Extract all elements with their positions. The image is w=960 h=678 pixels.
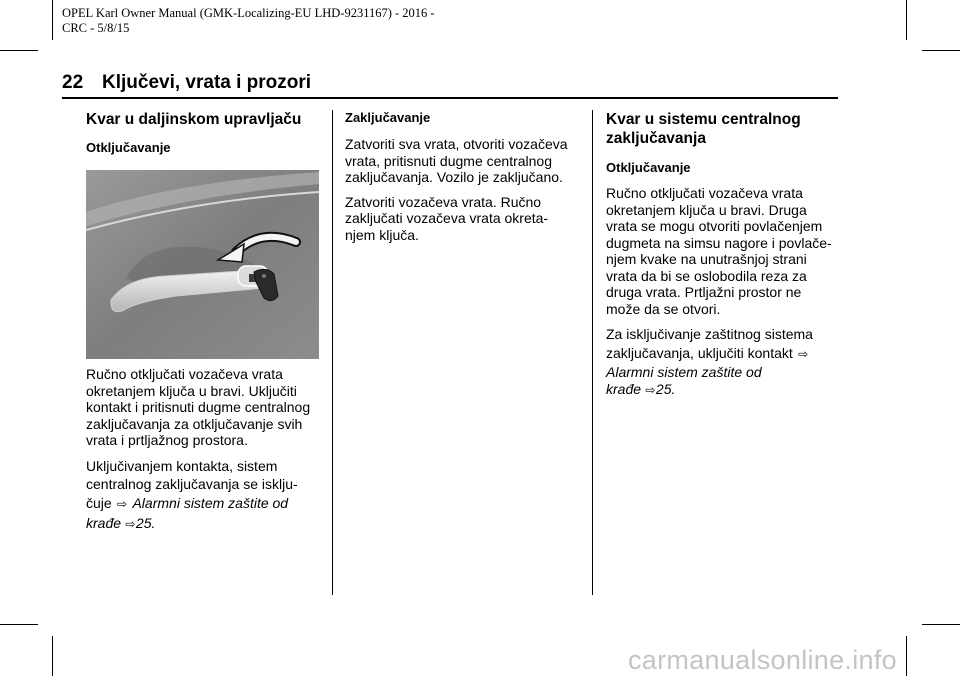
paragraph bbox=[86, 366, 322, 449]
text-line bbox=[606, 344, 846, 364]
page-reference-arrow-icon: ⇨ bbox=[645, 383, 656, 397]
crop-mark bbox=[906, 636, 907, 676]
text-line: centralnog zaključavanja se isklju- bbox=[86, 475, 298, 492]
heading-line: zaključavanja bbox=[606, 130, 706, 147]
document-header-line: CRC - 5/8/15 bbox=[62, 21, 130, 35]
text-line bbox=[606, 381, 846, 399]
document-header bbox=[62, 6, 435, 36]
cross-reference-link[interactable]: Alarmni sistem zaštite od bbox=[606, 364, 762, 380]
page-reference-arrow-icon: ⇨ bbox=[117, 496, 128, 511]
text-line: vrata se mogu otvoriti povlačenjem bbox=[606, 218, 823, 234]
text-line: Za isključivanje zaštitnog sistema bbox=[606, 326, 813, 342]
crop-mark bbox=[0, 624, 38, 625]
section-heading: Kvar u daljinskom upravljaču bbox=[86, 111, 302, 128]
text-line: vrata da bi se oslobodila reza za bbox=[606, 267, 807, 284]
chapter-title: Ključevi, vrata i prozori bbox=[102, 72, 312, 93]
crop-mark bbox=[922, 624, 960, 625]
text-line: može da se otvori. bbox=[606, 300, 721, 317]
page-reference-number[interactable]: 25. bbox=[135, 514, 156, 531]
paragraph bbox=[606, 325, 846, 399]
cross-reference-link[interactable]: krađe bbox=[86, 514, 122, 531]
paragraph bbox=[606, 185, 846, 317]
crop-mark bbox=[52, 636, 53, 676]
title-rule bbox=[62, 97, 838, 99]
text-line: druga vrata. Prtljažni prostor ne bbox=[606, 284, 802, 300]
text-line: zaključati vozačeva vrata okreta- bbox=[345, 210, 549, 226]
crop-mark bbox=[0, 50, 38, 51]
text-line bbox=[86, 514, 322, 533]
page-number: 22 bbox=[62, 72, 84, 93]
cross-reference-link[interactable]: Alarmni sistem zaštite od bbox=[132, 494, 289, 511]
subsection-heading: Otključavanje bbox=[606, 160, 691, 175]
text-line: Ručno otključati vozačeva vrata bbox=[606, 185, 803, 201]
text-line: okretanjem ključa u bravi. Uključiti bbox=[86, 382, 297, 399]
subsection-heading: Otključavanje bbox=[86, 140, 171, 155]
section-heading bbox=[606, 110, 846, 148]
text-fragment: zaključavanja, uključiti kontakt bbox=[606, 345, 793, 361]
watermark: carmanualsonline.info bbox=[628, 645, 897, 675]
text-line: Zatvoriti sva vrata, otvoriti vozačeva bbox=[345, 136, 568, 152]
column-3 bbox=[606, 110, 846, 407]
paragraph bbox=[86, 457, 322, 533]
column-2 bbox=[345, 110, 583, 251]
column-divider bbox=[332, 110, 333, 595]
paragraph bbox=[345, 194, 583, 244]
cross-reference-link[interactable]: krađe bbox=[606, 381, 642, 397]
text-fragment: čuje bbox=[86, 494, 112, 511]
text-line: Zatvoriti vozačeva vrata. Ručno bbox=[345, 193, 542, 210]
door-lock-illustration bbox=[86, 170, 319, 359]
text-line: njem ključa. bbox=[345, 226, 419, 243]
column-1 bbox=[86, 110, 322, 165]
text-line: zaključavanja za otključavanje svih bbox=[86, 415, 303, 432]
page-reference-number[interactable]: 25. bbox=[655, 381, 676, 397]
paragraph bbox=[345, 136, 583, 186]
text-line: Uključivanjem kontakta, sistem bbox=[86, 457, 278, 474]
page-title bbox=[62, 72, 311, 94]
text-line: vrata, pritisnuti dugme centralnog bbox=[345, 152, 552, 169]
text-line: kontakt i pritisnuti dugme centralnog bbox=[86, 399, 311, 415]
column-1-body bbox=[86, 366, 322, 541]
page-reference-arrow-icon: ⇨ bbox=[798, 347, 809, 361]
text-line: Ručno otključati vozačeva vrata bbox=[86, 366, 283, 382]
text-line: dugmeta na simsu nagore i povlače- bbox=[606, 234, 832, 251]
text-line: njem kvake na unutrašnjoj strani bbox=[606, 251, 807, 267]
text-line: okretanjem ključa u bravi. Druga bbox=[606, 201, 807, 218]
column-divider bbox=[592, 110, 593, 595]
crop-mark bbox=[906, 0, 907, 40]
text-line bbox=[86, 493, 322, 514]
heading-line: Kvar u sistemu centralnog bbox=[606, 111, 801, 128]
crop-mark bbox=[922, 50, 960, 51]
text-line: zaključavanja. Vozilo je zaključano. bbox=[345, 169, 563, 185]
subsection-heading: Zaključavanje bbox=[345, 110, 431, 125]
crop-mark bbox=[52, 0, 53, 40]
page-reference-arrow-icon: ⇨ bbox=[125, 516, 136, 531]
document-header-line: OPEL Karl Owner Manual (GMK-Localizing-EU LHD-9231167) - 2016 - bbox=[62, 6, 435, 20]
text-line: vrata i prtljažnog prostora. bbox=[86, 432, 248, 448]
